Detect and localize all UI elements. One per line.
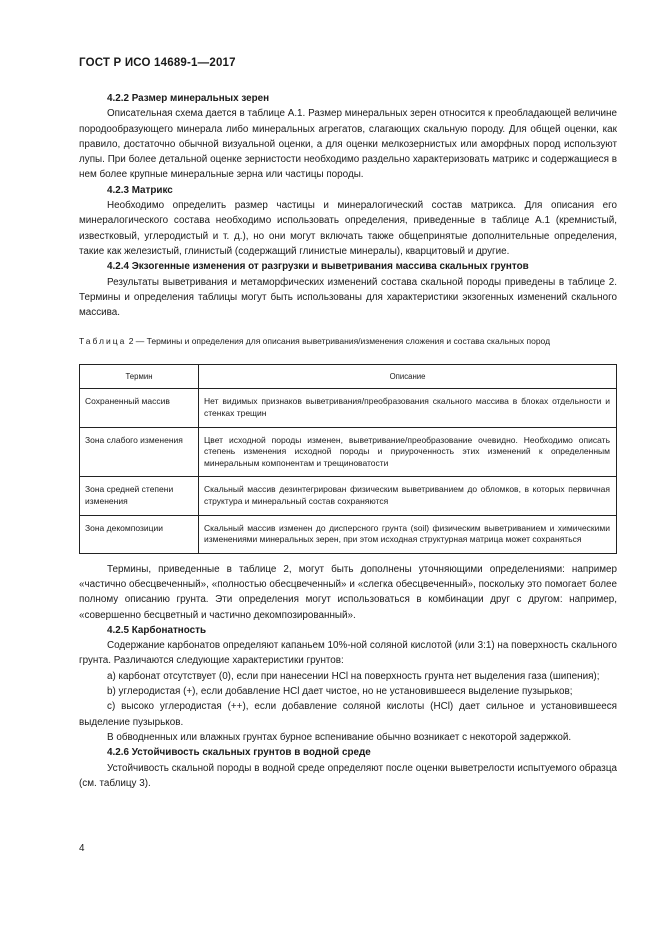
table-row <box>80 427 617 477</box>
table-header-row <box>80 364 617 389</box>
paragraph: Содержание карбонатов определяют капаньем 10%-ной соляной кислотой (или 3:1) на поверхность скального грунта. Различаются следующие характеристики грунтов: <box>79 640 617 667</box>
description-cell: Скальный массив дезинтегрирован физическим выветриванием до обломков, в которых первичная структура и минеральный состав сохраняются <box>199 477 617 515</box>
paragraph: Устойчивость скальной породы в водной среде определяют после оценки выветрелости испытуемого образца (см. таблицу 3). <box>79 762 617 789</box>
paragraph: Термины, приведенные в таблице 2, могут быть дополнены уточняющими определениями: например «частично обесцвеченный», «полностью обесцвеченный» и «слегка обесцвеченный», поскольку это помогает более полному описанию грунта. Эти определения могут использоваться в комбинации друг с другом: например, «совершенно бесцветный и частично декомпозированный». <box>79 563 617 621</box>
table-caption-text: 2 — Термины и определения для описания выветривания/изменения сложения и состава скальных пород <box>128 336 551 347</box>
section-heading-4-2-3: 4.2.3 Матрикс <box>107 184 173 196</box>
list-item-a: a) карбонат отсутствует (0), если при нанесении HCl на поверхность грунта нет выделения газа (шипения); <box>107 670 600 682</box>
list-item-b: b) углеродистая (+), если добавление HCl дает чистое, но не установившееся выделение пузырьков; <box>107 686 573 698</box>
paragraph: В обводненных или влажных грунтах бурное вспенивание обычно возникает с некоторой задержкой. <box>107 731 572 743</box>
description-cell: Нет видимых признаков выветривания/преобразования скального массива в блоках отдельности и стенках трещин <box>199 389 617 427</box>
paragraph: Описательная схема дается в таблице А.1. Размер минеральных зерен относится к преобладающей величине породообразующего минерала либо минеральных агрегатов, слагающих скальную породу. Для общей оценки, как правило, достаточно обычной визуальной оценки, а для оценки мелкозернистых или аморфных пород используют лупы. При более детальной оценке зернистости необходимо раздельно характеризовать матрикс и содержащиеся в нем более крупные минеральные зерна или частицы породы. <box>79 108 617 181</box>
term-cell: Зона декомпозиции <box>80 515 199 553</box>
table-row <box>80 477 617 515</box>
weathering-table <box>79 364 617 554</box>
list-item-c: c) высоко углеродистая (++), если добавление соляной кислоты (HCl) дает сильное и установившееся выделение пузырьков. <box>79 701 617 728</box>
term-cell: Сохраненный массив <box>80 389 199 427</box>
section-heading-4-2-5: 4.2.5 Карбонатность <box>107 624 207 636</box>
section-heading-4-2-2: 4.2.2 Размер минеральных зерен <box>107 93 270 104</box>
table-row <box>80 515 617 553</box>
column-header-term: Термин <box>80 364 199 389</box>
table-label: Таблица <box>79 336 127 347</box>
description-cell: Скальный массив изменен до дисперсного грунта (soil) физическим выветриванием и химическими изменениями минеральных зерен, при этом исходная структурная матрица может сохраняться <box>199 515 617 553</box>
page-number: 4 <box>79 843 85 854</box>
table-row <box>80 389 617 427</box>
column-header-description: Описание <box>199 364 617 389</box>
page-content <box>79 91 617 791</box>
table-caption <box>79 336 617 347</box>
paragraph: Необходимо определить размер частицы и минералогический состав матрикса. Для описания его минералогического состава необходимо использовать определения, приведенные в таблице А.1 (кремнистый, известковый, углеродистый и т. д.), но они могут включать также общепринятые дополнительные определения, такие как железистый, глинистый (содержащий глинистые минералы), кварцитовый и другие. <box>79 200 617 257</box>
section-heading-4-2-4: 4.2.4 Экзогенные изменения от разгрузки и выветривания массива скальных грунтов <box>107 261 529 273</box>
paragraph: Результаты выветривания и метаморфических изменений состава скальной породы приведены в таблице 2. Термины и определения таблицы могут быть использованы для характеристики экзогенных изменений скального массива. <box>79 276 617 319</box>
document-header: ГОСТ Р ИСО 14689-1—2017 <box>79 57 236 69</box>
description-cell: Цвет исходной породы изменен, выветривание/преобразование очевидно. Необходимо описать степень изменения исходной породы и приуроченность этих изменений к определенным минеральным компонентам и трещиноватости <box>199 427 617 477</box>
section-heading-4-2-6: 4.2.6 Устойчивость скальных грунтов в водной среде <box>107 747 371 759</box>
term-cell: Зона средней степени изменения <box>80 477 199 515</box>
term-cell: Зона слабого изменения <box>80 427 199 477</box>
